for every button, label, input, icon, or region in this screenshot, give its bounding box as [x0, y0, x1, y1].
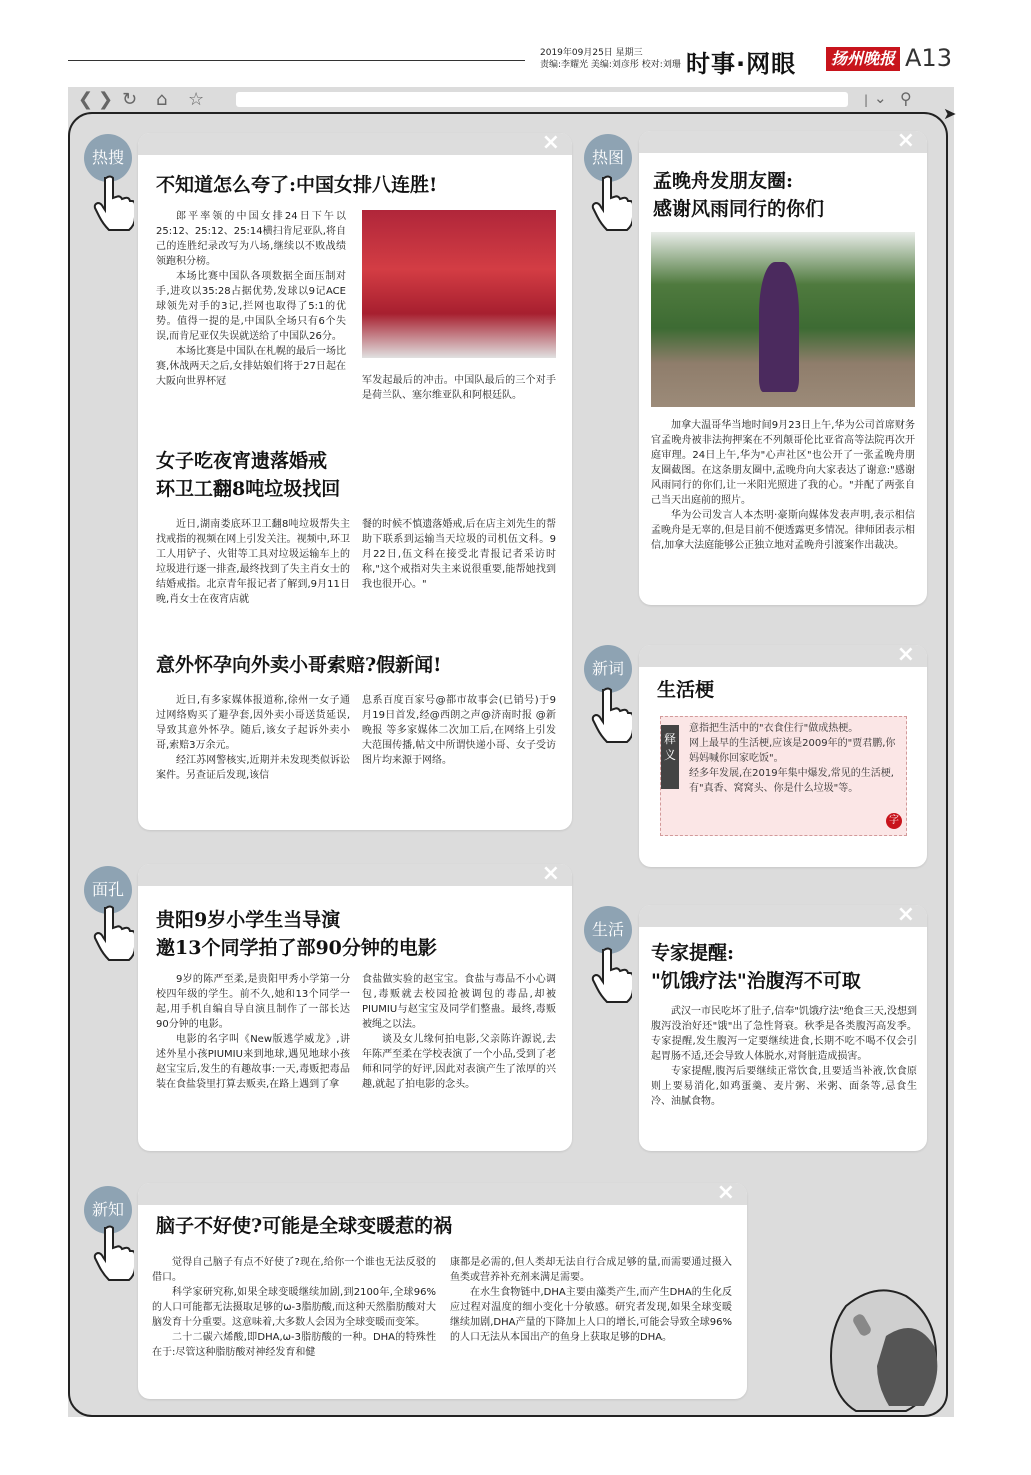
article-body: 9岁的陈严至柔,是贵阳甲秀小学第一分校四年级的学生。前不久,她和13个同学一起,用手机自编自导自演且制作了一部长达90分钟的电影。 电影的名字叫《New版逃学威龙》,讲述外星小孩PIUMIU来到地球,遇见地球小孩赵宝宝后,发生的有趣故事:一天,毒贩把毒品装在食盐袋里打算去贩卖,在路上遇到了拿 [156, 974, 350, 1090]
section-title: 时事·网眼 [686, 50, 797, 78]
tag-new-knowledge[interactable]: 新知 [84, 1186, 132, 1234]
article-body: 近日,有多家媒体报道称,徐州一女子通过网络购买了避孕套,因外卖小哥送货延误,导致其意外怀孕。随后,该女子起诉外卖小哥,索赔3万余元。 经江苏网警核实,近期并未发现类似诉讼案件。另查证后发现,该信 [156, 695, 350, 781]
hand-cursor-icon [588, 686, 632, 744]
hand-cursor-icon [90, 1224, 134, 1282]
tag-hot-picture[interactable]: 热图 [584, 134, 632, 182]
refresh-icon[interactable]: ↻ [122, 89, 138, 110]
header-date: 2019年09月25日 星期三 [540, 48, 643, 58]
tag-new-word[interactable]: 新词 [584, 645, 632, 693]
volleyball-team-photo [362, 210, 556, 358]
person-figure [759, 262, 799, 392]
close-icon[interactable]: × [541, 864, 560, 886]
article-body-continued: 军发起最后的冲击。中国队最后的三个对手是荷兰队、塞尔维亚队和阿根廷队。 [362, 375, 556, 401]
header-editors: 责编:李耀光 美编:刘彦彤 校对:刘珊 [540, 60, 681, 70]
article-body: 武汉一市民吃坏了肚子,信奉"饥饿疗法"绝食三天,没想到腹泻没治好还"饿"出了急性肾衰。秋季是各类腹泻高发季。专家提醒,发生腹泻一定要继续进食,长期不吃不喝不仅会引起胃肠不适,还会导致人体脱水,对肾脏造成损害。 专家提醒,腹泻后要继续正常饮食,且要适当补液,饮食原则上要易消化,如鸡蛋羹、麦片粥、米粥、面条等,忌食生冷、油腻食物。 [651, 1006, 917, 1107]
hot-search-card [138, 133, 572, 830]
back-icon[interactable]: ❮ [78, 89, 94, 110]
header-rule [68, 60, 525, 61]
address-bar[interactable] [236, 92, 848, 107]
close-icon[interactable]: × [896, 905, 915, 927]
face-card [138, 864, 572, 1151]
hot-picture-card [639, 131, 927, 605]
newspaper-logo: 扬州晚报 [826, 47, 900, 71]
meng-wanzhou-photo [651, 232, 915, 407]
search-icon[interactable]: ⚲ [900, 89, 912, 108]
article-body: 近日,湖南娄底环卫工翻8吨垃圾帮失主找戒指的视频在网上引发关注。视频中,环卫工人用铲子、火钳等工具对垃圾运输车上的垃圾进行逐一排查,最终找到了失主肖女士的结婚戒指。北京青年报记者了解到,9月11日晚,肖女士在夜宵店就 [156, 519, 350, 605]
arrow-icon: ➤ [943, 104, 957, 123]
article-title: 专家提醒: "饥饿疗法"治腹泻不可取 [651, 942, 861, 992]
separator-icon: | [864, 93, 869, 107]
card-titlebar [639, 645, 927, 667]
article-title: 孟晚舟发朋友圈: 感谢风雨同行的你们 [653, 170, 825, 220]
dropdown-icon[interactable]: ⌄ [874, 89, 887, 107]
browser-toolbar [68, 87, 954, 113]
tag-face[interactable]: 面孔 [84, 866, 132, 914]
computer-mouse-icon [826, 1276, 946, 1416]
definition-text: 意指把生活中的"衣食住行"做成热梗。 网上最早的生活梗,应该是2009年的"贾君鹏,你妈妈喊你回家吃饭"。 经多年发展,在2019年集中爆发,常见的生活梗,有"真香、窝窝头、你是什么垃圾"等。 [689, 723, 896, 794]
word-title: 生活梗 [657, 679, 715, 701]
article-body: 加拿大温哥华当地时间9月23日上午,华为公司首席财务官孟晚舟被非法拘押案在不列颠哥伦比亚省高等法院再次开庭审理。24日上午,华为"心声社区"也公开了一张孟晚舟朋友圈截图。在这条朋友圈中,孟晚舟向大家表达了谢意:"感谢风雨同行的你们,让一米阳光照进了我的心。"并配了两张自己当天出庭前的照片。 华为公司发言人本杰明·豪斯向媒体发表声明,表示相信孟晚舟是无辜的,但是目前不便透露更多情况。律师团表示相信,加拿大法庭能够公正独立地对孟晚舟引渡案作出裁决。 [651, 420, 915, 551]
close-icon[interactable]: × [896, 645, 915, 667]
header-meta [540, 47, 681, 71]
card-titlebar [639, 131, 927, 153]
tag-life[interactable]: 生活 [584, 906, 632, 954]
definition-box [660, 716, 907, 836]
article-body: 食盐做实验的赵宝宝。食盐与毒品不小心调包,毒贩就去校园抢被调包的毒品,却被PIUMIU与赵宝宝及同学们整蛊。最终,毒贩被绳之以法。 谈及女儿缘何拍电影,父亲陈许源说,去年陈严至柔在学校表演了一个小品,受到了老师和同学的好评,因此对表演产生了浓厚的兴趣,就起了拍电影的念头。 [362, 974, 556, 1090]
article-body: 康都是必需的,但人类却无法自行合成足够的量,而需要通过摄入鱼类或营养补充剂来满足需要。 在水生食物链中,DHA主要由藻类产生,而产生DHA的生化反应过程对温度的细小变化十分敏感。研究者发现,如果全球变暖继续加剧,DHA产量的下降加上人口的增长,可能会导致全球96%的人口无法从本国出产的鱼身上获取足够的DHA。 [450, 1257, 732, 1343]
tag-hot-search[interactable]: 热搜 [84, 134, 132, 182]
life-card [639, 905, 927, 1151]
card-titlebar [138, 1183, 747, 1205]
forward-icon[interactable]: ❯ [98, 89, 114, 110]
hand-cursor-icon [90, 904, 134, 962]
stamp-icon: 字 [886, 813, 902, 829]
article-body: 息系百度百家号@都市故事会(已销号)于9月19日首发,经@西朗之声@济南时报 @新晚报 等多家媒体二次加工后,在网络上引发大范围传播,帖文中所谓快递小哥、女子受访图片均来源于网络。 [362, 695, 556, 766]
hand-cursor-icon [90, 174, 134, 232]
card-titlebar [138, 133, 572, 155]
star-icon[interactable]: ☆ [188, 89, 205, 110]
close-icon[interactable]: × [896, 131, 915, 153]
article-body: 餐的时候不慎遗落婚戒,后在店主刘先生的帮助下联系到运输当天垃圾的司机伍文科。9月22日,伍文科在接受北青报记者采访时称,"这个戒指对失主来说很重要,能帮她找到我也很开心。" [362, 519, 556, 590]
article-title: 不知道怎么夸了:中国女排八连胜! [156, 174, 438, 196]
close-icon[interactable]: × [541, 133, 560, 155]
article-body: 郎平率领的中国女排24日下午以25:12、25:12、25:14横扫肯尼亚队,将自己的连胜纪录改写为八场,继续以不败战绩领跑积分榜。 本场比赛中国队各项数据全面压制对手,进攻以35:28占据优势,发球以9记ACE球领先对手的3记,拦网也取得了5:1的优势。值得一提的是,中国队全场只有6个失误,而肯尼亚仅失误就送给了中国队26分。 本场比赛是中国队在札幌的最后一场比赛,休战两天之后,女排姑娘们将于27日起在大阪向世界杯冠 [156, 211, 346, 387]
article-title: 贵阳9岁小学生当导演 邀13个同学拍了部90分钟的电影 [156, 909, 437, 959]
home-icon[interactable]: ⌂ [156, 89, 168, 110]
page-number: A13 [905, 44, 952, 72]
card-titlebar [639, 905, 927, 927]
article-title: 意外怀孕向外卖小哥索赔?假新闻! [156, 654, 442, 676]
card-titlebar [138, 864, 572, 886]
new-knowledge-card [138, 1183, 747, 1399]
close-icon[interactable]: × [716, 1183, 735, 1205]
definition-label: 释义 [661, 725, 679, 789]
article-title: 脑子不好使?可能是全球变暖惹的祸 [156, 1215, 453, 1237]
article-body: 觉得自己脑子有点不好使了?现在,给你一个谁也无法反驳的借口。 科学家研究称,如果全球变暖继续加剧,到2100年,全球96%的人口可能都无法摄取足够的ω-3脂肪酸,而这种天然脂肪酸对大脑发育十分重要。这意味着,大多数人会因为全球变暖而变笨。 二十二碳六烯酸,即DHA,ω-3脂肪酸的一种。DHA的特殊性在于:尽管这种脂肪酸对神经发育和健 [152, 1257, 436, 1358]
hand-cursor-icon [588, 946, 632, 1004]
hand-cursor-icon [588, 174, 632, 232]
article-title: 女子吃夜宵遗落婚戒 环卫工翻8吨垃圾找回 [156, 450, 341, 500]
